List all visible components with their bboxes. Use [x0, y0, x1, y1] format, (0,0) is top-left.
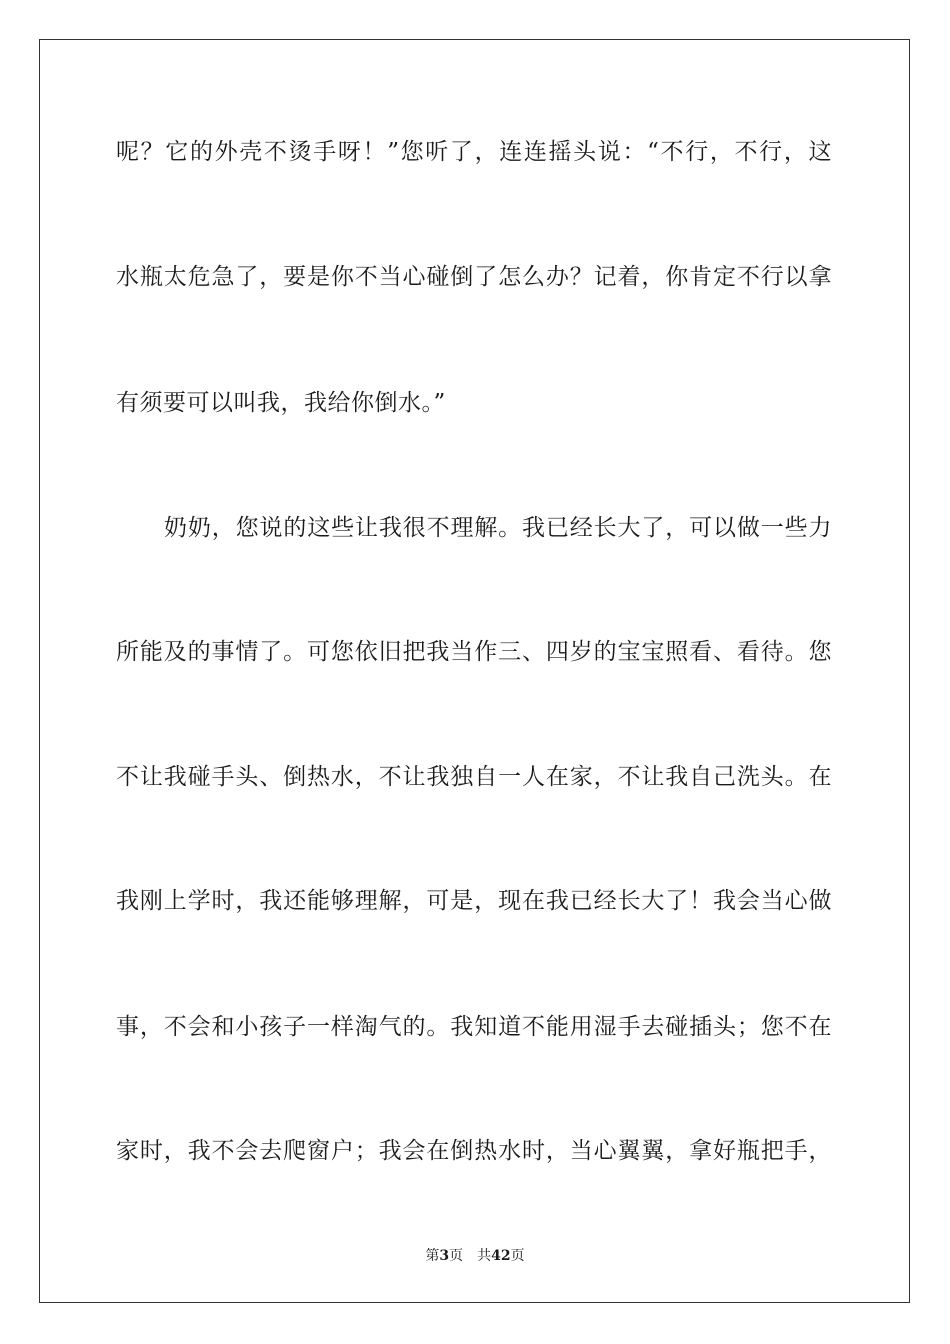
page-footer	[0, 1246, 950, 1266]
total-prefix: 共	[477, 1248, 492, 1264]
text-line-9: 家时，我不会去爬窗户；我会在倒热水时，当心翼翼，拿好瓶把手，	[116, 1138, 832, 1164]
total-pages: 42	[491, 1248, 511, 1264]
page-prefix: 第	[425, 1248, 440, 1264]
text-line-3: 有须要可以叫我，我给你倒水。”	[116, 390, 446, 416]
text-line-5: 所能及的事情了。可您依旧把我当作三、四岁的宝宝照看、看待。您	[116, 639, 832, 665]
text-line-6: 不让我碰手头、倒热水，不让我独自一人在家，不让我自己洗头。在	[116, 764, 832, 790]
text-line-1: 呢？它的外壳不烫手呀！”您听了，连连摇头说：“不行，不行，这	[116, 139, 832, 165]
page-number: 3	[439, 1248, 450, 1264]
total-suffix: 页	[510, 1248, 525, 1264]
text-line-8: 事，不会和小孩子一样淘气的。我知道不能用湿手去碰插头；您不在	[116, 1014, 832, 1040]
paragraph-start-line: 奶奶，您说的这些让我很不理解。我已经长大了，可以做一些力	[164, 515, 832, 541]
text-line-2: 水瓶太危急了，要是你不当心碰倒了怎么办？记着，你肯定不行以拿	[116, 264, 832, 290]
page-border	[39, 39, 910, 1303]
text-line-7: 我刚上学时，我还能够理解，可是，现在我已经长大了！我会当心做	[116, 888, 832, 914]
page-suffix: 页	[449, 1248, 464, 1264]
